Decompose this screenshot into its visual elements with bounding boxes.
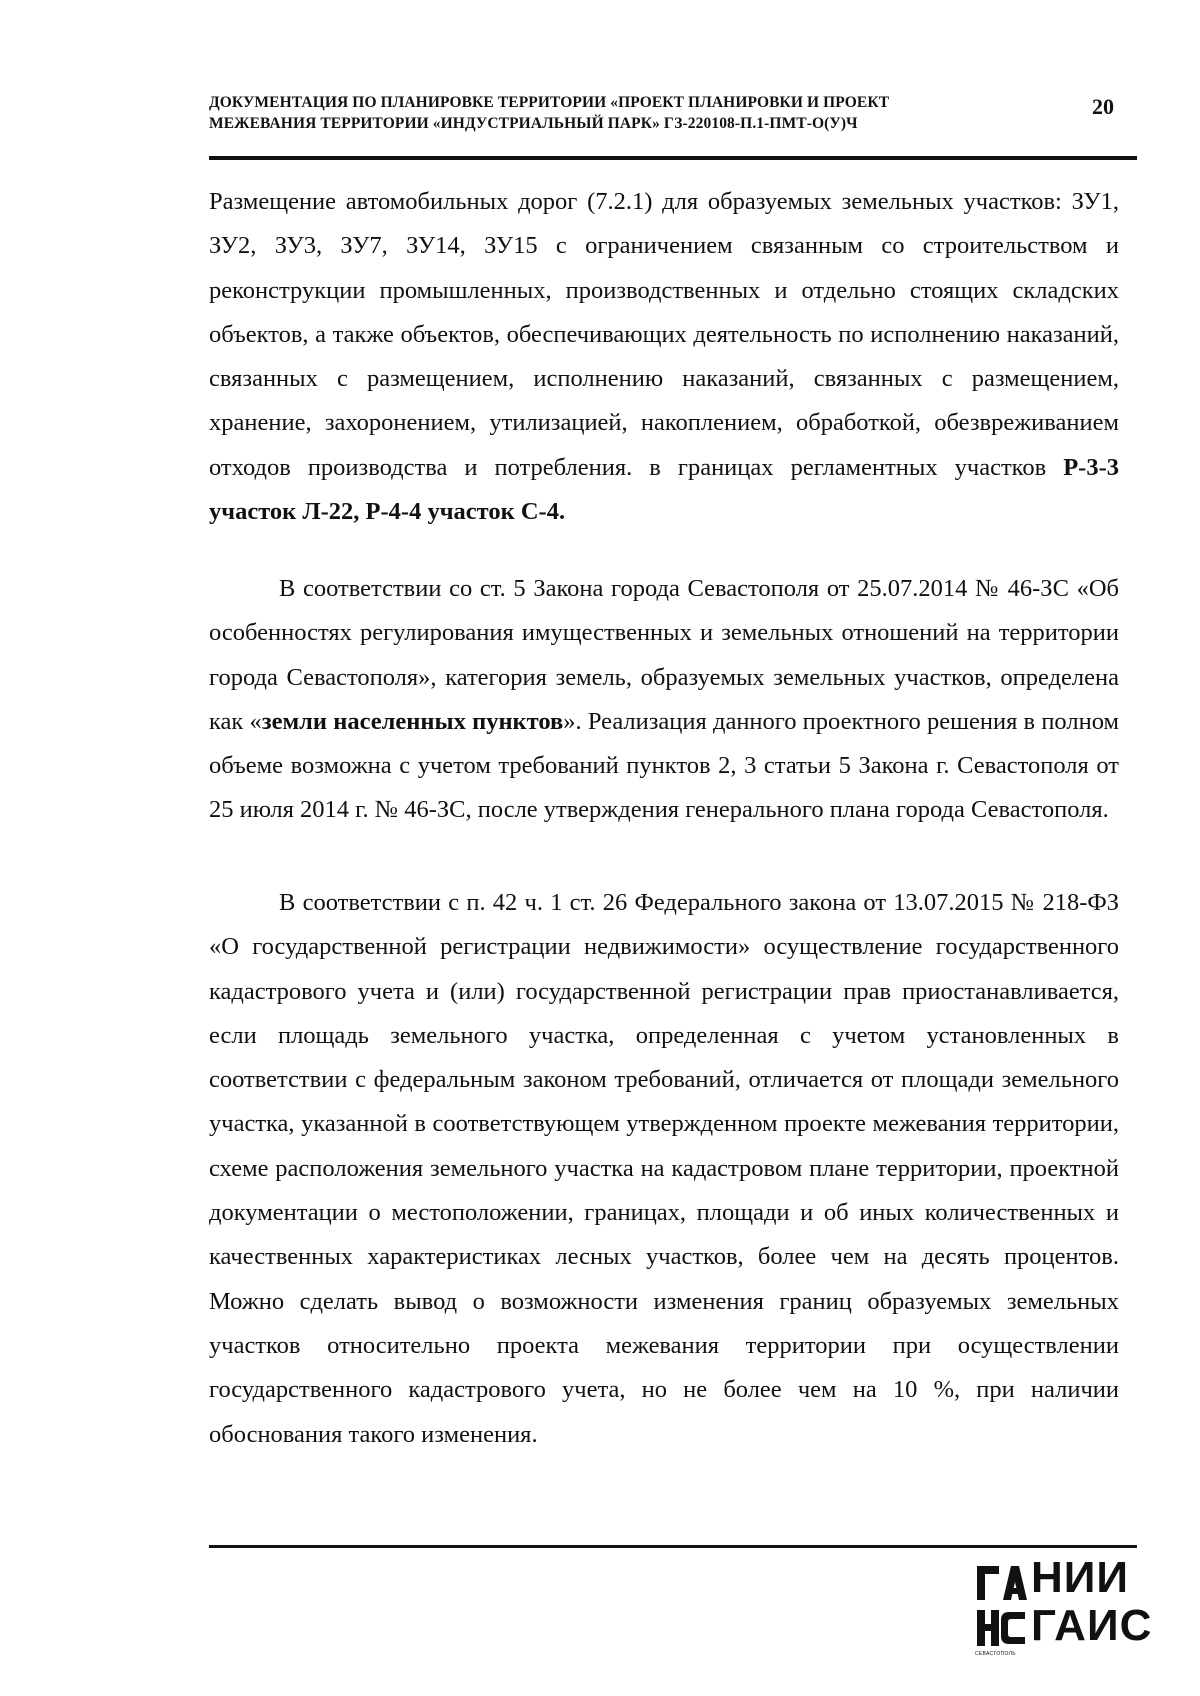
paragraph-3-text: В соответствии с п. 42 ч. 1 ст. 26 Федерального закона от 13.07.2015 № 218-ФЗ «О государственной регистрации недвижимости» осуществление государственного кадастрового учета и (или) государственной регистрации прав приостанавливается, если площадь земельного участка, определенная с учетом установленных в соответствии с федеральным законом требований, отличается от площади земельного участка, указанной в соответствующем утвержденном проекте межевания территории, схеме расположения земельного участка на кадастровом плане территории, проектной документации о местоположении, границах, площади и об иных количественных и качественных характеристиках лесных участков, более чем на десять процентов. Можно сделать вывод о возможности изменения границ образуемых земельных участков относительно проекта межевания территории при осуществлении государственного кадастрового учета, но не более чем на 10 %, при наличии обоснования такого изменения. (209, 889, 1119, 1448)
footer-divider (209, 1545, 1137, 1548)
paragraph-3 (209, 881, 1119, 1457)
header-line-2: МЕЖЕВАНИЯ ТЕРРИТОРИИ «ИНДУСТРИАЛЬНЫЙ ПАРК» ГЗ-220108-П.1-ПМТ-О(У)Ч (209, 115, 858, 132)
paragraph-2-bold: земли населенных пунктов (261, 707, 564, 735)
paragraph-1-bold: Р-3-3 участок Л-22, Р-4-4 участок С-4. (209, 453, 1119, 526)
paragraph-2-part-1: В соответствии со ст. 5 Закона города Севастополя от 25.07.2014 № 46-ЗС «Об особенностях регулирования имущественных и земельных отношений на территории города Севастополя», категория земель, образуемых земельных участков, определена как « (209, 575, 1119, 735)
document-header (209, 92, 1029, 134)
page-number: 20 (1092, 94, 1114, 119)
logo-caption: СЕВАСТОПОЛЬ (975, 1651, 1016, 1657)
paragraph-2-part-2: ». Реализация данного проектного решения в полном объеме возможна с учетом требований пунктов 2, 3 статьи 5 Закона г. Севастополя от 25 июля 2014 г. № 46-ЗС, после утверждения генерального плана города Севастополя. (209, 707, 1119, 824)
logo-wordmark (1031, 1554, 1152, 1650)
paragraph-2 (209, 567, 1119, 833)
paragraph-1-text: Размещение автомобильных дорог (7.2.1) для образуемых земельных участков: ЗУ1, ЗУ2, ЗУ3, ЗУ7, ЗУ14, ЗУ15 с ограничением связанным со строительством и реконструкции промышленных, производственных и отдельно стоящих складских объектов, а также объектов, обеспечивающих деятельность по исполнению наказаний, связанных с размещением, исполнению наказаний, связанных с размещением, хранение, захоронением, утилизацией, накоплением, обработкой, обезвреживанием отходов производства и потребления. в границах регламентных участков (209, 188, 1119, 481)
logo-line-1: НИИ (1031, 1553, 1130, 1602)
logo-mark-icon (975, 1562, 1027, 1658)
paragraph-1 (209, 180, 1119, 534)
nii-gais-logo (975, 1553, 1153, 1660)
header-line-1: ДОКУМЕНТАЦИЯ ПО ПЛАНИРОВКЕ ТЕРРИТОРИИ «ПРОЕКТ ПЛАНИРОВКИ И ПРОЕКТ (209, 94, 890, 111)
logo-line-2: ГАИС (1031, 1601, 1153, 1650)
header-divider (209, 156, 1137, 160)
